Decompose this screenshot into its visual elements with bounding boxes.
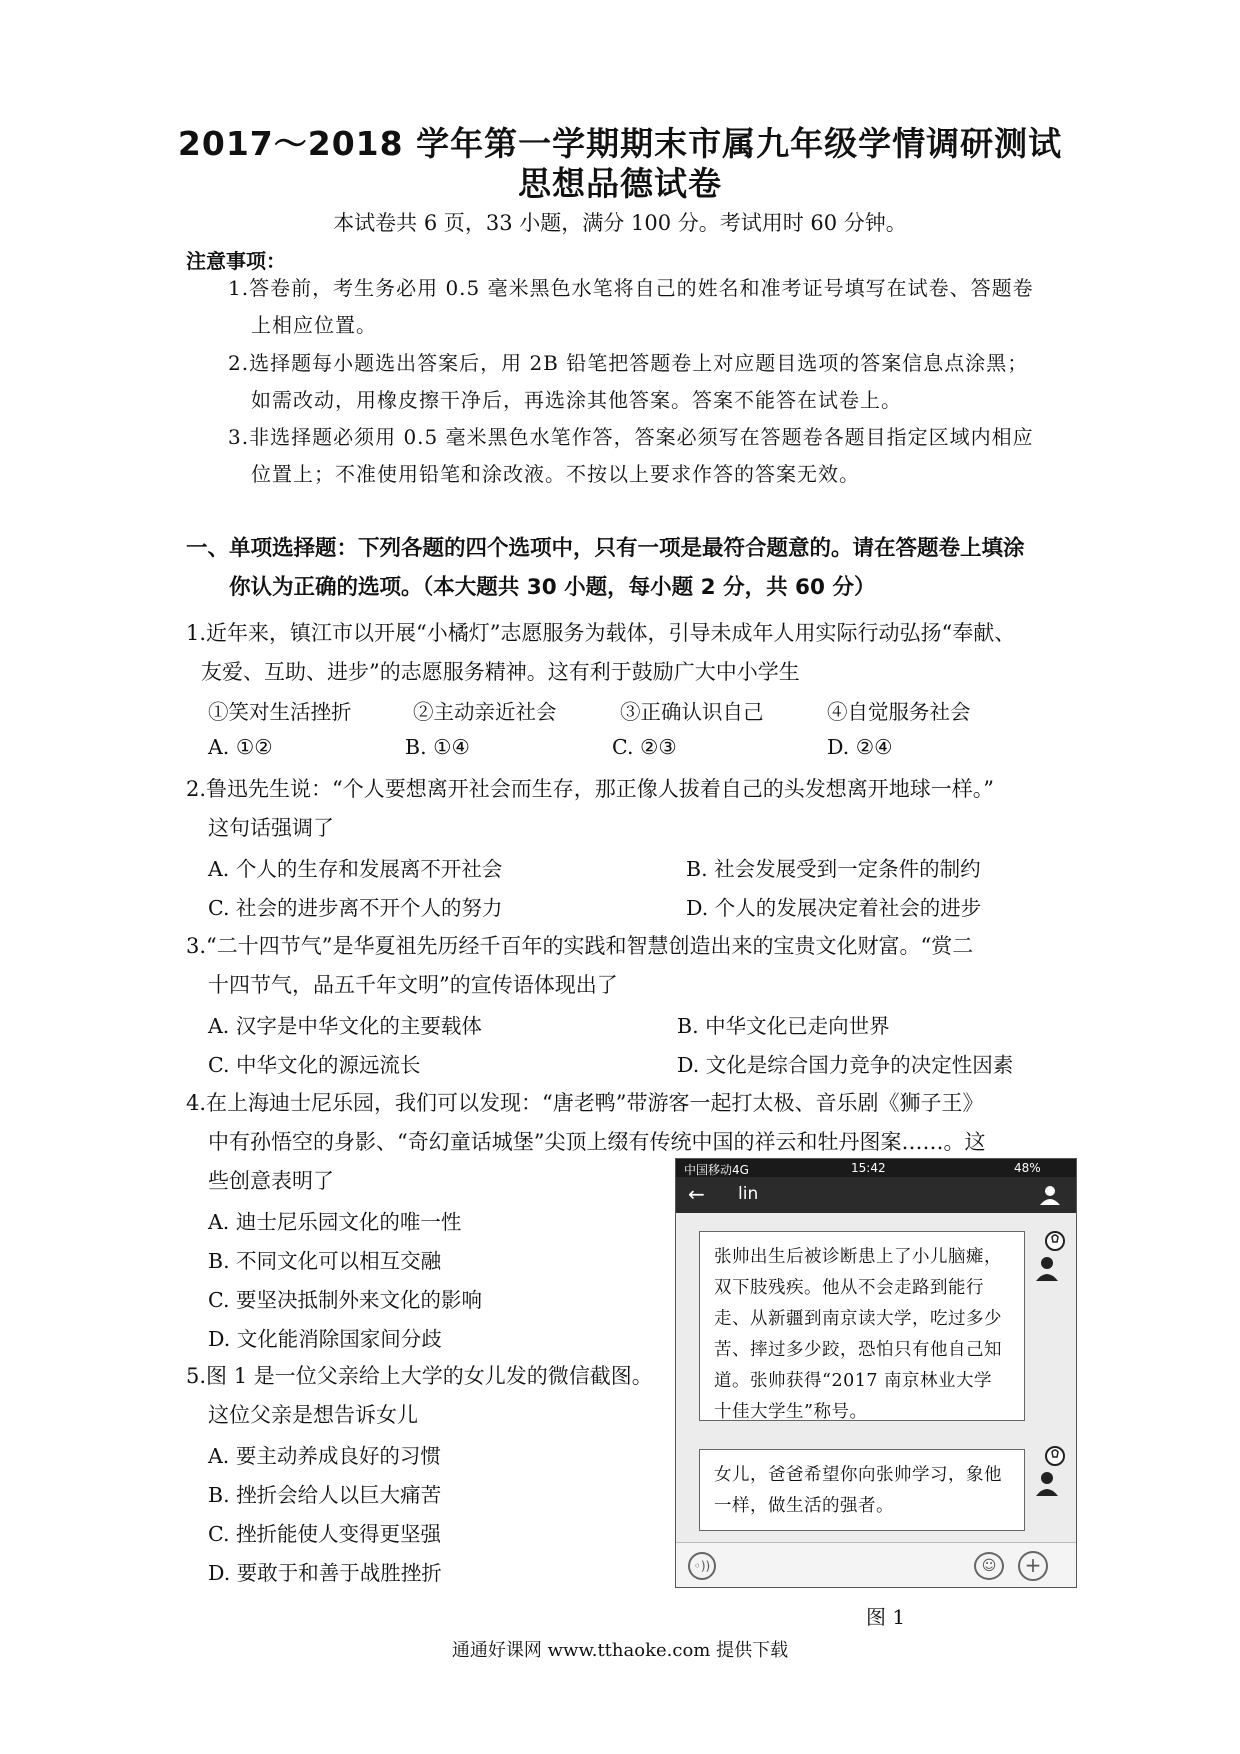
q5-option-b: B. 挫折会给人以巨大痛苦 xyxy=(208,1483,442,1507)
notes-heading: 注意事项： xyxy=(186,249,286,273)
chat-contact-name: lin xyxy=(738,1184,759,1204)
exam-title-line2: 思想品德试卷 xyxy=(518,164,722,203)
back-arrow-icon[interactable]: ← xyxy=(688,1182,705,1206)
status-carrier: 中国移动4G xyxy=(684,1163,749,1177)
note-3-line2: 位置上；不准使用铅笔和涂改液。不按以上要求作答的答案无效。 xyxy=(251,462,860,486)
q4-stem-line3: 些创意表明了 xyxy=(208,1169,334,1193)
voice-input-icon[interactable]: ◦)) xyxy=(688,1552,716,1580)
q1-option-c: C. ②③ xyxy=(612,735,677,759)
note-3-line1: 3.非选择题必须用 0.5 毫米黑色水笔作答，答案必须写在答题卷各题目指定区域内相应 xyxy=(228,425,1034,449)
exam-subtitle: 本试卷共 6 页，33 小题，满分 100 分。考试用时 60 分钟。 xyxy=(333,211,907,235)
q5-stem-line1: 5.图 1 是一位父亲给上大学的女儿发的微信截图。 xyxy=(186,1364,653,1388)
q4-stem-line2: 中有孙悟空的身影、“奇幻童话城堡”尖顶上缀有传统中国的祥云和牡丹图案……。这 xyxy=(208,1130,986,1154)
q2-option-b: B. 社会发展受到一定条件的制约 xyxy=(686,857,981,881)
q3-stem-line2: 十四节气，品五千年文明”的宣传语体现出了 xyxy=(208,973,618,997)
q4-option-b: B. 不同文化可以相互交融 xyxy=(208,1249,442,1273)
q1-stem-line1: 1.近年来，镇江市以开展“小橘灯”志愿服务为载体，引导未成年人用实际行动弘扬“奉献、 xyxy=(186,621,1016,645)
q1-option-a: A. ①② xyxy=(208,735,273,759)
section1-heading-line1: 一、单项选择题：下列各题的四个选项中，只有一项是最符合题意的。请在答题卷上填涂 xyxy=(186,536,1025,561)
chat-message-2: 女儿，爸爸希望你向张帅学习，象他一样，做生活的强者。 xyxy=(699,1449,1025,1531)
emoji-icon[interactable]: ☺ xyxy=(974,1552,1004,1580)
q1-statement-2: ②主动亲近社会 xyxy=(413,700,557,724)
q3-option-c: C. 中华文化的源远流长 xyxy=(208,1053,421,1077)
status-battery: 48% xyxy=(1014,1161,1041,1175)
q5-option-c: C. 挫折能使人变得更坚强 xyxy=(208,1522,441,1546)
exam-title-line1: 2017～2018 学年第一学期期末市属九年级学情调研测试 xyxy=(177,124,1063,163)
note-1-line1: 1.答卷前，考生务必用 0.5 毫米黑色水笔将自己的姓名和准考证号填写在试卷、答题卷 xyxy=(228,276,1034,300)
q2-option-c: C. 社会的进步离不开个人的努力 xyxy=(208,896,503,920)
chat-input-bar xyxy=(676,1542,1076,1587)
q1-stem-line2: 友爱、互助、进步”的志愿服务精神。这有利于鼓励广大中小学生 xyxy=(201,660,800,684)
q3-option-d: D. 文化是综合国力竞争的决定性因素 xyxy=(677,1053,1014,1077)
q4-option-a: A. 迪士尼乐园文化的唯一性 xyxy=(208,1210,462,1234)
figure-1-caption: 图 1 xyxy=(866,1605,906,1629)
q5-option-a: A. 要主动养成良好的习惯 xyxy=(208,1444,441,1468)
phone-status-bar xyxy=(676,1159,1076,1177)
plus-icon[interactable]: + xyxy=(1018,1551,1048,1581)
q5-stem-line2: 这位父亲是想告诉女儿 xyxy=(208,1403,418,1427)
q2-option-a: A. 个人的生存和发展离不开社会 xyxy=(208,857,503,881)
note-2-line2: 如需改动，用橡皮擦干净后，再选涂其他答案。答案不能答在试卷上。 xyxy=(251,388,902,412)
note-2-line1: 2.选择题每小题选出答案后，用 2B 铅笔把答题卷上对应题目选项的答案信息点涂黑； xyxy=(228,351,1029,375)
q4-stem-line1: 4.在上海迪士尼乐园，我们可以发现：“唐老鸭”带游客一起打太极、音乐剧《狮子王》 xyxy=(186,1091,984,1115)
q2-option-d: D. 个人的发展决定着社会的进步 xyxy=(686,896,982,920)
footer-download-note: 通通好课网 www.tthaoke.com 提供下载 xyxy=(451,1640,789,1661)
q2-stem-line2: 这句话强调了 xyxy=(208,816,334,840)
q4-option-c: C. 要坚决抵制外来文化的影响 xyxy=(208,1288,482,1312)
sender-avatar-icon xyxy=(1031,1444,1071,1496)
status-time: 15:42 xyxy=(851,1161,886,1175)
q5-option-d: D. 要敢于和善于战胜挫折 xyxy=(208,1561,442,1585)
q2-stem-line1: 2.鲁迅先生说：“个人要想离开社会而生存，那正像人拔着自己的头发想离开地球一样。” xyxy=(186,777,995,801)
q1-statement-1: ①笑对生活挫折 xyxy=(208,700,352,724)
contact-profile-icon[interactable] xyxy=(1038,1184,1062,1206)
q1-option-b: B. ①④ xyxy=(405,735,470,759)
note-1-line2: 上相应位置。 xyxy=(251,313,377,337)
chat-nav-bar xyxy=(676,1177,1076,1213)
q1-option-d: D. ②④ xyxy=(827,735,893,759)
q3-option-b: B. 中华文化已走向世界 xyxy=(677,1014,890,1038)
sender-avatar-icon xyxy=(1031,1229,1071,1281)
section1-heading-line2: 你认为正确的选项。（本大题共 30 小题，每小题 2 分，共 60 分） xyxy=(229,575,876,600)
q1-statement-3: ③正确认识自己 xyxy=(620,700,764,724)
q1-statement-4: ④自觉服务社会 xyxy=(827,700,971,724)
figure-1-wechat-screenshot xyxy=(675,1158,1077,1588)
q3-option-a: A. 汉字是中华文化的主要载体 xyxy=(208,1014,482,1038)
q4-option-d: D. 文化能消除国家间分歧 xyxy=(208,1327,442,1351)
q3-stem-line1: 3.“二十四节气”是华夏祖先历经千百年的实践和智慧创造出来的宝贵文化财富。“赏二 xyxy=(186,934,974,958)
chat-message-1: 张帅出生后被诊断患上了小儿脑瘫，双下肢残疾。他从不会走路到能行走、从新疆到南京读大学，吃过多少苦、摔过多少跤，恐怕只有他自己知道。张帅获得“2017 南京林业大学十佳大学生”称号。 xyxy=(699,1231,1025,1421)
